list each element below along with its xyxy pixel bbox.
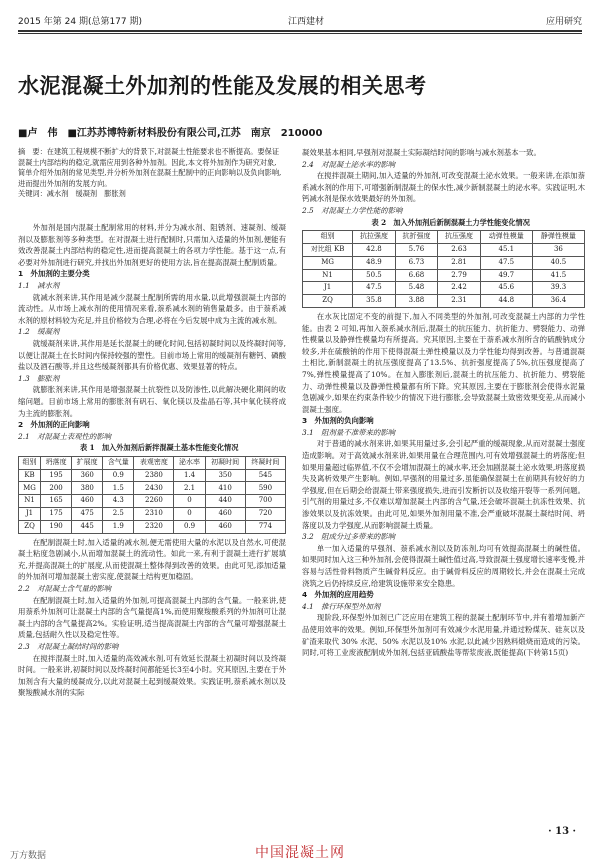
- table-cell: 6.68: [395, 269, 438, 282]
- table-cell: 2430: [134, 482, 174, 495]
- table-cell: KB: [19, 469, 41, 482]
- table-cell: 2.63: [438, 243, 481, 256]
- table-row: [19, 508, 286, 521]
- table-header-cell: 组别: [303, 231, 353, 244]
- section-2-1-text: 在配制混凝土时,加入适量的减水剂,便无需使用大量的水泥以及自然水,可使混凝土粘度急剧减小,从而增加混凝土的流动性。如此一来,有利于混凝土进行扩展填充,并提高混凝土的扩展度,从而使混凝土整体得到改善的效果。由此可见,添加适量的外加剂可增加混凝土密实度,使混凝土结构更加稳固。: [18, 537, 286, 582]
- section-1-1-heading: 1.1 减水剂: [18, 280, 60, 290]
- table-header-cell: 抗折强度: [395, 231, 438, 244]
- author-line: ■卢 伟 ■江苏苏博特新材料股份有限公司,江苏 南京 210000: [18, 128, 323, 139]
- table-cell: 440: [205, 495, 245, 508]
- table-cell: 0.9: [174, 520, 205, 533]
- table-row: [303, 256, 585, 269]
- section-2-3-text: 在搅拌混凝土时,加入适量的高效减水剂,可有效延长混凝土初凝时间以及终凝时间。一般来讲,初凝时间以及终凝时间都能延长3至4小时。究其原因,主要在于外加剂含有大量的缓凝成分,以此对混凝土起到缓凝效果。实践证明,萘系减水剂以及聚羧酸减水剂的实际: [18, 653, 286, 698]
- table-cell: 410: [205, 482, 245, 495]
- table-cell: N1: [303, 269, 353, 282]
- header-rule-thin: [18, 33, 582, 34]
- table-cell: 460: [205, 508, 245, 521]
- section-3-2-text: 单一加入适量的早强剂、萘系减水剂以及防冻剂,均可有效提高混凝土的碱性值。如果同时加入这三种外加剂,会使得混凝土碱性值过高,导致混凝土强度增长速率变慢,并容易与活性骨料物质产生碱骨料反应。由于碱骨料反应的周期较长,并会在混凝土完成浇筑之后仍持续反应,给建筑设施带来安全隐患。: [302, 543, 585, 588]
- watermark: 万方数据: [10, 851, 47, 861]
- table-row: [303, 295, 585, 308]
- section-1-2-heading: 1.2 缓凝剂: [18, 327, 60, 337]
- table-header-cell: 抗拉强度: [353, 231, 396, 244]
- table-cell: 2380: [134, 469, 174, 482]
- section-4-heading: 4 外加剂的应用趋势: [302, 590, 374, 600]
- table-cell: 5.48: [395, 282, 438, 295]
- table-header-cell: 表观密度: [134, 456, 174, 469]
- abstract: 摘 要：在建筑工程规模不断扩大的背景下,对混凝土性能要求也不断提高。要保证混凝土内部结构的稳定,就需应用到各种外加剂。因此,本文将外加剂作为研究对象,简单介绍外加剂的常见类型,并分析外加剂在混凝土配制中的正向影响以及负向影响,进而提出外加剂的发展方向。: [18, 147, 282, 188]
- table-cell: 0: [174, 508, 205, 521]
- table-cell: J1: [19, 508, 41, 521]
- table-cell: 190: [41, 520, 72, 533]
- table-row: [19, 495, 286, 508]
- table-cell: 175: [41, 508, 72, 521]
- table-header-cell: 初凝时间: [205, 456, 245, 469]
- table-cell: 380: [72, 482, 103, 495]
- table-cell: 2310: [134, 508, 174, 521]
- table-cell: 460: [205, 520, 245, 533]
- section-4-1-heading: 4.1 推行环保型外加剂: [302, 601, 381, 611]
- abstract-block: [18, 147, 283, 200]
- table-cell: 2.81: [438, 256, 481, 269]
- table-cell: ZQ: [303, 295, 353, 308]
- table-cell: MG: [19, 482, 41, 495]
- table-cell: 1.9: [103, 520, 134, 533]
- table-cell: 3.88: [395, 295, 438, 308]
- table-cell: 774: [245, 520, 285, 533]
- table-cell: 2.1: [174, 482, 205, 495]
- journal-name: 江西建材: [288, 17, 325, 27]
- section-1-3-heading: 1.3 膨胀剂: [18, 373, 60, 383]
- table-cell: 42.8: [353, 243, 396, 256]
- table-cell: 590: [245, 482, 285, 495]
- keywords: 关键词：减水剂 缓凝剂 膨胀剂: [18, 189, 126, 198]
- table-1-caption: 表 1 加入外加剂后新拌混凝土基本性能变化情况: [79, 443, 239, 453]
- table-cell: 445: [72, 520, 103, 533]
- section-3-1-heading: 3.1 阻剂量不准带来的影响: [302, 427, 396, 437]
- section-2-heading: 2 外加剂的正向影响: [18, 420, 90, 430]
- table-cell: 0: [174, 495, 205, 508]
- table-cell: 200: [41, 482, 72, 495]
- table-header-cell: 动弹性模量: [480, 231, 532, 244]
- table-cell: 1.4: [174, 469, 205, 482]
- table-cell: 对比组 KB: [303, 243, 353, 256]
- table-1: [18, 456, 286, 534]
- section-1-2-text: 就缓凝剂来讲,其作用是延长混凝土的硬化时间,包括初凝时间以及终凝时间等,以便让混凝土在长时间内保持较强的塑性。目前市场上常用的缓凝剂有糖钙、磷酸盐以及酒石酸等,并且这些缓凝剂都具有价格优惠、效果显著的特点。: [18, 338, 286, 372]
- table-cell: 1.5: [103, 482, 134, 495]
- section-1-heading: 1 外加剂的主要分类: [18, 269, 90, 279]
- section-2-3-continued: 凝效果基本相同,早强剂对混凝土实际凝结时间的影响与减水剂基本一致。: [302, 148, 541, 157]
- table-row: [19, 482, 286, 495]
- table-cell: 2260: [134, 495, 174, 508]
- table-cell: 2.5: [103, 508, 134, 521]
- table-header-cell: 扩展度: [72, 456, 103, 469]
- table-cell: 40.5: [532, 256, 584, 269]
- table-cell: ZQ: [19, 520, 41, 533]
- table-cell: 360: [72, 469, 103, 482]
- table-cell: 2.42: [438, 282, 481, 295]
- table-cell: 195: [41, 469, 72, 482]
- header-rule: [18, 30, 582, 32]
- table-cell: 45.1: [480, 243, 532, 256]
- section-2-4-text: 在搅拌混凝土期间,加入适量的外加剂,可改变混凝土泌水效果。一般来讲,在添加萘系减水剂的作用下,可增强新制混凝土的保水性,减少新制混凝土的泌水率。实践证明,木钙减水剂是保水效果最好的外加剂。: [302, 171, 585, 204]
- section-2-5-text: 在水灰比固定不变的前提下,加入不同类型的外加剂,可改变混凝土内部的力学性能。由表 2 可知,再加入萘系减水剂后,混凝土的抗压能力、抗折能力、劈裂能力、动弹性模量以及静弹性模量均有所提高。究其原因,主要在于萘系减水剂所含的硫酸钠成分较多,并在硫酸钠的作用下使得混凝土弹性模量以及力学性能均得到改善。与普通混凝土相比,新制混凝土的抗压强度提高了13.5%、抗折强度提高了5%,抗压强度提高了7%,弹性模量提高了10%。在加入膨胀剂后,混凝土的抗压能力、抗折能力、劈裂能力、动弹性模量以及静弹性模量都有所下降。究其原因,主要在于膨胀剂会使得水泥量急剧减少,如果在约束条件较少的情况下进行膨胀,会导致混凝土致密效果变差,从而减小混凝土强度。: [302, 311, 585, 414]
- section-3-heading: 3 外加剂的负向影响: [302, 416, 374, 426]
- table-cell: 700: [245, 495, 285, 508]
- issue-info: 2015 年第 24 期(总第177 期): [18, 17, 143, 27]
- right-column: [302, 147, 585, 659]
- table-header-cell: 含气量: [103, 456, 134, 469]
- table-cell: 39.3: [532, 282, 584, 295]
- section-2-4-heading: 2.4 对混凝土泌水率的影响: [302, 159, 396, 169]
- table-cell: 41.5: [532, 269, 584, 282]
- table-row: [19, 520, 286, 533]
- section-1-1-text: 就减水剂来讲,其作用是减少混凝土配制所需的用水量,以此增强混凝土内部的流动性。从市场上减水剂的使用情况来看,萘系减水剂的销售量最多。由于萘系减水剂的原材料较为充足,并且价格较为合理,必将在今后发展中成为主流的减水剂。: [18, 292, 286, 325]
- section-1-3-text: 就膨胀剂来讲,其作用是增强混凝土抗裂性以及防渗性,以此解决硬化期间的收缩问题。目前市场上常用的膨胀剂有矾石、氧化镁以及盐晶石等,其中氧化镁将成为主流的膨胀剂。: [18, 385, 286, 418]
- section-4-1-text: 现阶段,环保型外加剂已广泛应用在建筑工程的混凝土配制环节中,并有着增加新产品使用效率的效果。例如,环保型外加剂可有效减少水泥用量,并通过粉煤灰、硅灰以及矿渣来取代 30% 水泥、50% 水泥以及10% 水泥,以此减少因熟料煅烧而造成的污染。同时,可将工业废液配制成外加剂,包括亚硫酸盐等帮浆废液,既能提高(下转第15页): [302, 613, 585, 658]
- table-cell: 2320: [134, 520, 174, 533]
- table-header-cell: 终凝时间: [245, 456, 285, 469]
- section-2-2-text: 在配制混凝土时,加入适量的外加剂,可提高混凝土内部的含气量。一般来讲,使用萘系外加剂可让混凝土内部的含气量提高1%,而使用聚羧酸系列的外加剂可让混凝土内部的含气量提高2%。实验证明,适当提高混凝土内部的含气量可增强混凝土质量,包括耐久性以及稳定性等。: [18, 595, 286, 640]
- table-header-cell: 组别: [19, 456, 41, 469]
- intro-paragraph: 外加剂是国内混凝土配制常用的材料,并分为减水剂、阻锈剂、速凝剂、缓凝剂以及膨胀剂等多种类型。在对混凝土进行配制时,只需加入适量的外加剂,便能有效改善混凝土内部结构的稳定性,进而提高混凝土的各项力学性能。基于这一点,有必要对外加剂进行研究,并找出外加剂更好的使用方法,旨在提高混凝土配制质量。: [18, 223, 286, 267]
- table-header-cell: 静弹性模量: [532, 231, 584, 244]
- table-cell: 49.7: [480, 269, 532, 282]
- table-2: [302, 230, 585, 308]
- table-cell: 4.3: [103, 495, 134, 508]
- section-name: 应用研究: [545, 17, 582, 27]
- section-2-3-heading: 2.3 对混凝土凝结时间的影响: [18, 642, 119, 651]
- table-cell: 47.5: [480, 256, 532, 269]
- section-2-1-heading: 2.1 对混凝土表观性的影响: [18, 431, 112, 441]
- table-cell: 50.5: [353, 269, 396, 282]
- section-2-5-heading: 2.5 对混凝土力学性能的影响: [302, 205, 403, 215]
- table-cell: 36.4: [532, 295, 584, 308]
- table-cell: 48.9: [353, 256, 396, 269]
- table-cell: N1: [19, 495, 41, 508]
- table-header-cell: 坍落度: [41, 456, 72, 469]
- table-cell: 545: [245, 469, 285, 482]
- footer-logo: 中国混凝土网: [255, 845, 345, 861]
- table-cell: 45.6: [480, 282, 532, 295]
- table-cell: 44.8: [480, 295, 532, 308]
- section-3-2-heading: 3.2 阻成分过多带来的影响: [302, 532, 396, 542]
- page-number: · 13 ·: [548, 826, 576, 837]
- table-cell: J1: [303, 282, 353, 295]
- running-header: [18, 12, 582, 28]
- table-row: [303, 243, 585, 256]
- table-cell: 475: [72, 508, 103, 521]
- table-2-caption: 表 2 加入外加剂后新制混凝土力学性能变化情况: [371, 217, 530, 227]
- table-cell: 5.76: [395, 243, 438, 256]
- table-row: [303, 269, 585, 282]
- table-row: [19, 469, 286, 482]
- table-cell: 47.5: [353, 282, 396, 295]
- table-cell: 720: [245, 508, 285, 521]
- table-cell: 460: [72, 495, 103, 508]
- section-3-1-text: 对于普通的减水剂来讲,如果其用量过多,会引起严重的缓凝现象,从而对混凝土强度造成影响。对于高效减水剂来讲,如果用量在合理范围内,可有效增强混凝土的坍落度;但如果用量超过临界值,不仅不会增加混凝土的减水率,还会加剧混凝土泌水效果,坍落度损失及离析效果产生影响。例如,早强剂的用量过多,虽能确保混凝土在前期具有较好的力学强度,但在后期会给混凝土带来强度损失,进而引发断折以及收缩开裂等一系列问题。引气剂的用量过多,不仅难以增加混凝土内部的含气量,还会破坏混凝土抗冻性效果、抗渗效果以及抗冻效果。由此可见,如果外加剂用量不准,会严重破坏混凝土凝结时间、坍落度以及力学强度,从而影响混凝土质量。: [302, 439, 585, 530]
- table-header-cell: 抗压强度: [438, 231, 481, 244]
- table-cell: 0.9: [103, 469, 134, 482]
- table-header-cell: 泌水率: [174, 456, 205, 469]
- table-cell: 35.8: [353, 295, 396, 308]
- table-cell: 2.79: [438, 269, 481, 282]
- table-cell: MG: [303, 256, 353, 269]
- table-cell: 165: [41, 495, 72, 508]
- table-cell: 6.73: [395, 256, 438, 269]
- paper-title: 水泥混凝土外加剂的性能及发展的相关思考: [18, 74, 427, 98]
- left-column: [18, 222, 286, 699]
- section-2-2-heading: 2.2 对混凝土含气量的影响: [18, 584, 112, 594]
- table-cell: 2.31: [438, 295, 481, 308]
- table-cell: 36: [532, 243, 584, 256]
- table-row: [303, 282, 585, 295]
- table-cell: 350: [205, 469, 245, 482]
